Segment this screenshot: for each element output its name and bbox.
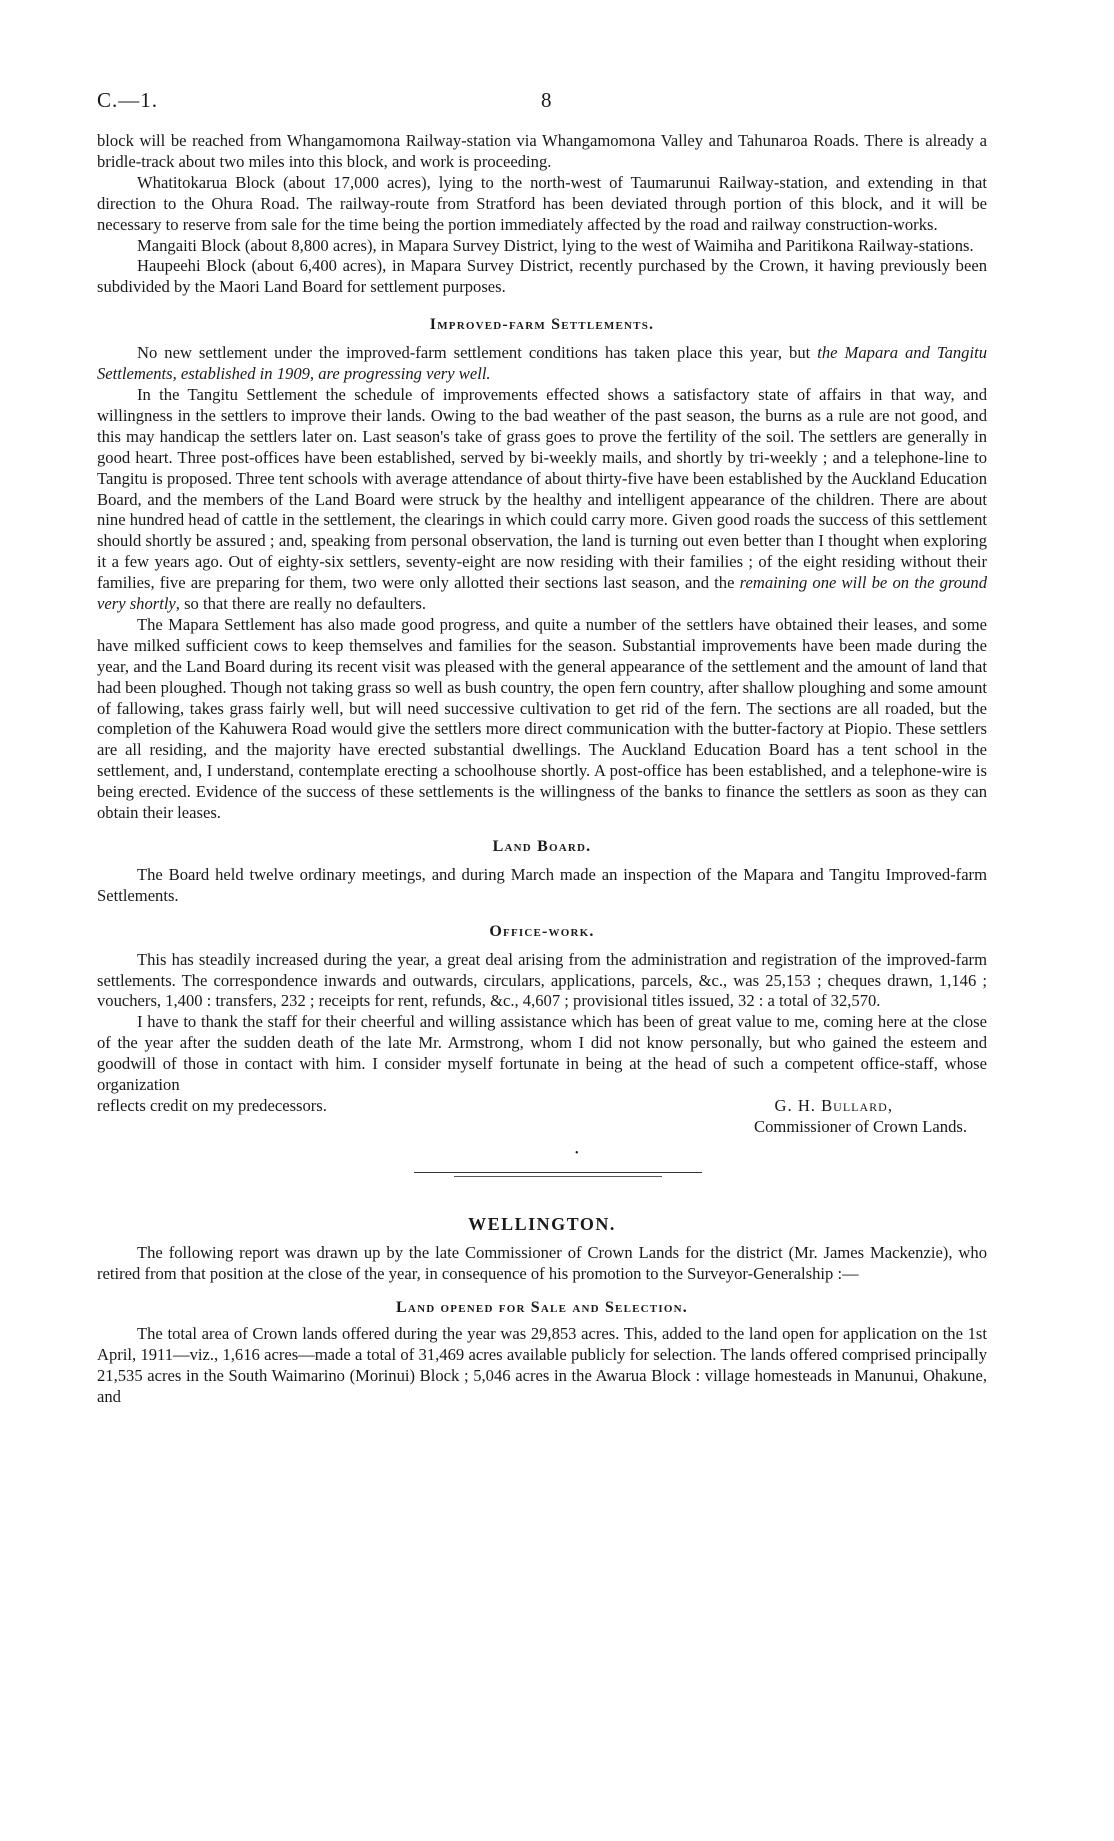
paragraph-thanks: I have to thank the staff for their cheerful and willing assistance which has been of great value to me, coming here at the close of the year after the sudden death of the late Mr. Armstrong, whom I did not know personally, but who gained the esteem and goodwill of those in contact with him. I consider myself fortunate in being at the head of such a competent office-staff, whose organization <box>97 1012 987 1095</box>
section-heading-improved-farm: Improved-farm Settlements. <box>429 316 655 334</box>
section-heading-lands-opened: Land opened for Sale and Selection. <box>396 1298 688 1316</box>
divider-rule-short <box>454 1176 662 1177</box>
divider-rule <box>414 1172 702 1173</box>
section-heading-land-board: Land Board. <box>492 838 592 855</box>
divider-dot: • <box>575 1147 579 1159</box>
text-run: In the Tangitu Settlement the schedule of improvements effected shows a satisfactory state of affairs in that way, and willingness in the settlers to improve their lands. Owing to the bad weather of the past season, the burns as a rule are not good, and this may handicap the settlers later on. Last season's take of grass goes to prove the fertility of the soil. The settlers are generally in good heart. Three post-offices have been established, served by bi-weekly mails, and shortly by tri-weekly ; and a telephone-line to Tangitu is proposed. Three tent schools with average attendance of about thirty-five have been established by the Auckland Education Board, and the members of the Land Board were struck by the healthy and intelligent appearance of the children. There are about nine hundred head of cattle in the settlement, the clearings in which could carry more. Given good roads the success of this settlement should shortly be assured ; and, speaking from personal observation, the land is turning out even better than I thought when exploring it a few years ago. Out of eighty-six settlers, seventy-eight are now residing with their families ; of the eight residing without their families, five are preparing for them, two were only allotted their sections last season, and the <box>97 384 987 593</box>
paragraph-mapara: The Mapara Settlement has also made good progress, and quite a number of the settlers have obtained their leases, and some have milked sufficient cows to keep themselves and families for the season. Substantial improvements have been made during the year, and the Land Board during its recent visit was pleased with the general appearance of the settlement and the amount of land that had been ploughed. Though not taking grass so well as bush country, the open fern country, after shallow ploughing and some amount of fallowing, takes grass fairly well, but will need successive cultivation to get rid of the fern. The sections are all roaded, but the completion of the Kahuwera Road would give the settlers more direct communication with the butter-factory at Piopio. These settlers are all residing, and the majority have erected substantial dwellings. The Auckland Education Board has a tent school in the settlement, and, I understand, contemplate erecting a schoolhouse shortly. A post-office has been established, and a telephone-wire is being erected. Evidence of the success of these settlements is the willingness of the banks to finance the settlers as soon as they can obtain their leases. <box>97 614 987 823</box>
report-body <box>97 131 987 1408</box>
paragraph-lands-opened: The total area of Crown lands offered during the year was 29,853 acres. This, added to the land open for application on the 1st April, 1911—viz., 1,616 acres—made a total of 31,469 acres available publicly for selection. The lands offered comprised principally 21,535 acres in the South Waimarino (Morinui) Block ; 5,046 acres in the Awarua Block : village homesteads in Manunui, Ohakune, and <box>97 1324 987 1407</box>
paragraph-improved-farm-intro <box>97 343 987 385</box>
paragraph-haupeehi: Haupeehi Block (about 6,400 acres), in Mapara Survey District, recently purchased by the Crown, it having previously been subdivided by the Maori Land Board for settlement purposes. <box>97 256 987 297</box>
paragraph-tangitu <box>97 385 987 615</box>
italic-text-run: the Mapara and Tangitu Settlements, established in 1909, are progressing very well. <box>97 343 987 384</box>
page-header <box>97 88 997 118</box>
paragraph-wellington-intro: The following report was drawn up by the late Commissioner of Crown Lands for the district (Mr. James Mackenzie), who retired from that position at the close of the year, in consequence of his promotion to the Surveyor-Generalship :— <box>97 1242 987 1283</box>
text-run: No new settlement under the improved-farm settlement conditions has taken place this year, but <box>137 343 818 363</box>
signatory-title: Commissioner of Crown Lands. <box>754 1116 967 1136</box>
text-run: , so that there are really no defaulters. <box>175 594 426 614</box>
paragraph-office-work: This has steadily increased during the year, a great deal arising from the administration and registration of the improved-farm settlements. The correspondence inwards and outwards, circulars, applications, parcels, &c., was 25,153 ; cheques drawn, 1,146 ; vouchers, 1,400 : transfers, 232 ; receipts for rent, refunds, &c., 4,607 ; provisional titles issued, 32 : a total of 32,570. <box>97 949 987 1011</box>
signature-row <box>97 1096 987 1117</box>
closing-line: reflects credit on my predecessors. <box>97 1095 327 1115</box>
paragraph-block-access: block will be reached from Whangamomona Railway-station via Whangamomona Valley and Tahunaroa Roads. There is already a bridle-track about two miles into this block, and work is proceeding. <box>97 131 987 171</box>
page-number: 8 <box>541 88 552 112</box>
section-heading-office-work: Office-work. <box>489 922 595 940</box>
section-divider <box>97 1138 987 1196</box>
paragraph-whatitokarua: Whatitokarua Block (about 17,000 acres), lying to the north-west of Taumarunui Railway-station, and extending in that direction to the Ohura Road. The railway-route from Stratford has been deviated through portion of this block, and it will be necessary to reserve from sale for the time being the portion immediately affected by the road and railway construction-works. <box>97 172 987 234</box>
paragraph-mangaiti: Mangaiti Block (about 8,800 acres), in Mapara Survey District, lying to the west of Waimiha and Paritikona Railway-stations. <box>137 235 974 255</box>
signatory-name: G. H. Bullard, <box>774 1095 893 1115</box>
italic-text-run: remaining one will be on the ground very shortly <box>97 573 987 614</box>
paragraph-land-board: The Board held twelve ordinary meetings, and during March made an inspection of the Mapara and Tangitu Improved-farm Settlements. <box>97 864 987 905</box>
region-heading-wellington: WELLINGTON. <box>468 1213 616 1234</box>
document-reference: C.—1. <box>97 88 159 112</box>
